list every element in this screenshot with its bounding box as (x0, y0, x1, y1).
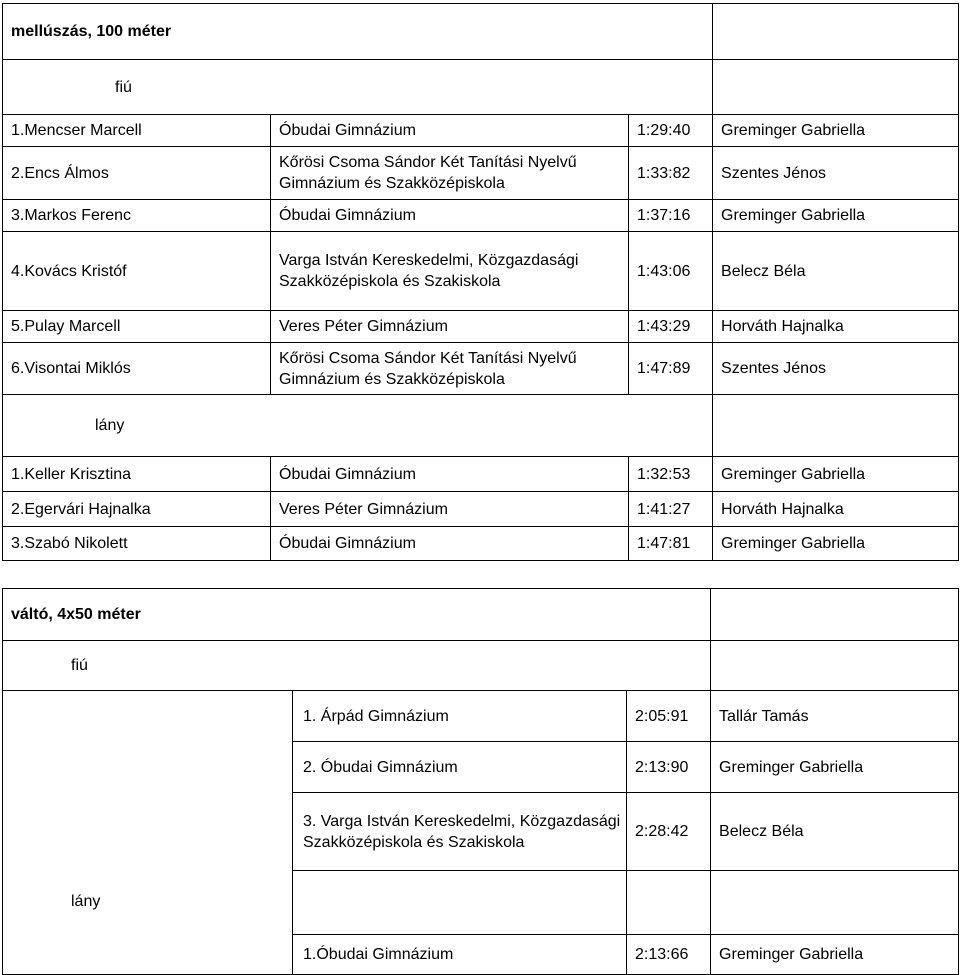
coach-name: Greminger Gabriella (711, 935, 959, 975)
empty-cell (711, 871, 959, 935)
section-title: váltó, 4x50 méter (3, 589, 711, 641)
coach-name: Greminger Gabriella (713, 200, 959, 232)
result-time: 1:33:82 (629, 147, 713, 200)
table-row (3, 311, 959, 343)
result-time: 1:43:29 (629, 311, 713, 343)
table-row (3, 527, 959, 561)
coach-name: Greminger Gabriella (711, 742, 959, 793)
coach-name: Horváth Hajnalka (713, 492, 959, 527)
coach-name: Belecz Béla (711, 793, 959, 871)
empty-cell (713, 60, 959, 115)
boys-label: fiú (3, 641, 711, 691)
swimmer-name: 3.Szabó Nikolett (3, 527, 271, 561)
swimmer-name: 5.Pulay Marcell (3, 311, 271, 343)
school-name: Varga István Kereskedelmi, Közgazdasági Szakközépiskola és Szakiskola (271, 232, 629, 311)
table-row (3, 691, 959, 742)
result-time: 2:13:90 (627, 742, 711, 793)
section-title: mellúszás, 100 méter (3, 4, 713, 60)
girls-label: lány (3, 691, 293, 975)
school-name: Óbudai Gimnázium (271, 200, 629, 232)
school-name: Óbudai Gimnázium (271, 115, 629, 147)
coach-name: Tallár Tamás (711, 691, 959, 742)
coach-name: Greminger Gabriella (713, 457, 959, 492)
coach-name: Horváth Hajnalka (713, 311, 959, 343)
table-row (3, 115, 959, 147)
team-name: 1. Árpád Gimnázium (293, 691, 627, 742)
empty-cell (713, 4, 959, 60)
table-row (3, 200, 959, 232)
school-name: Kőrösi Csoma Sándor Két Tanítási Nyelvű Gimnázium és Szakközépiskola (271, 147, 629, 200)
swimmer-name: 6.Visontai Miklós (3, 343, 271, 395)
empty-cell (711, 641, 959, 691)
school-name: Óbudai Gimnázium (271, 457, 629, 492)
school-name: Óbudai Gimnázium (271, 527, 629, 561)
result-time: 1:32:53 (629, 457, 713, 492)
swimmer-name: 1.Keller Krisztina (3, 457, 271, 492)
empty-cell (627, 871, 711, 935)
table-row (3, 147, 959, 200)
result-time: 1:29:40 (629, 115, 713, 147)
swimmer-name: 1.Mencser Marcell (3, 115, 271, 147)
boys-label: fiú (3, 60, 713, 115)
coach-name: Greminger Gabriella (713, 527, 959, 561)
empty-cell (293, 871, 627, 935)
result-time: 2:13:66 (627, 935, 711, 975)
result-time: 1:41:27 (629, 492, 713, 527)
coach-name: Szentes Jénos (713, 343, 959, 395)
result-time: 1:43:06 (629, 232, 713, 311)
empty-cell (713, 395, 959, 457)
school-name: Veres Péter Gimnázium (271, 492, 629, 527)
team-name: 3. Varga István Kereskedelmi, Közgazdasági Szakközépiskola és Szakiskola (293, 793, 627, 871)
result-time: 1:37:16 (629, 200, 713, 232)
relay-results-table (2, 588, 959, 975)
school-name: Veres Péter Gimnázium (271, 311, 629, 343)
girls-label: lány (3, 395, 713, 457)
table-row (3, 457, 959, 492)
team-name: 2. Óbudai Gimnázium (293, 742, 627, 793)
coach-name: Szentes Jénos (713, 147, 959, 200)
swimmer-name: 2.Egervári Hajnalka (3, 492, 271, 527)
result-time: 2:05:91 (627, 691, 711, 742)
empty-cell (711, 589, 959, 641)
result-time: 1:47:89 (629, 343, 713, 395)
result-time: 2:28:42 (627, 793, 711, 871)
coach-name: Greminger Gabriella (713, 115, 959, 147)
team-name: 1.Óbudai Gimnázium (293, 935, 627, 975)
swimmer-name: 4.Kovács Kristóf (3, 232, 271, 311)
table-row (3, 492, 959, 527)
table-row (3, 343, 959, 395)
result-time: 1:47:81 (629, 527, 713, 561)
breaststroke-results-table (2, 3, 959, 561)
swimmer-name: 2.Encs Álmos (3, 147, 271, 200)
coach-name: Belecz Béla (713, 232, 959, 311)
table-row (3, 232, 959, 311)
school-name: Kőrösi Csoma Sándor Két Tanítási Nyelvű Gimnázium és Szakközépiskola (271, 343, 629, 395)
swimmer-name: 3.Markos Ferenc (3, 200, 271, 232)
